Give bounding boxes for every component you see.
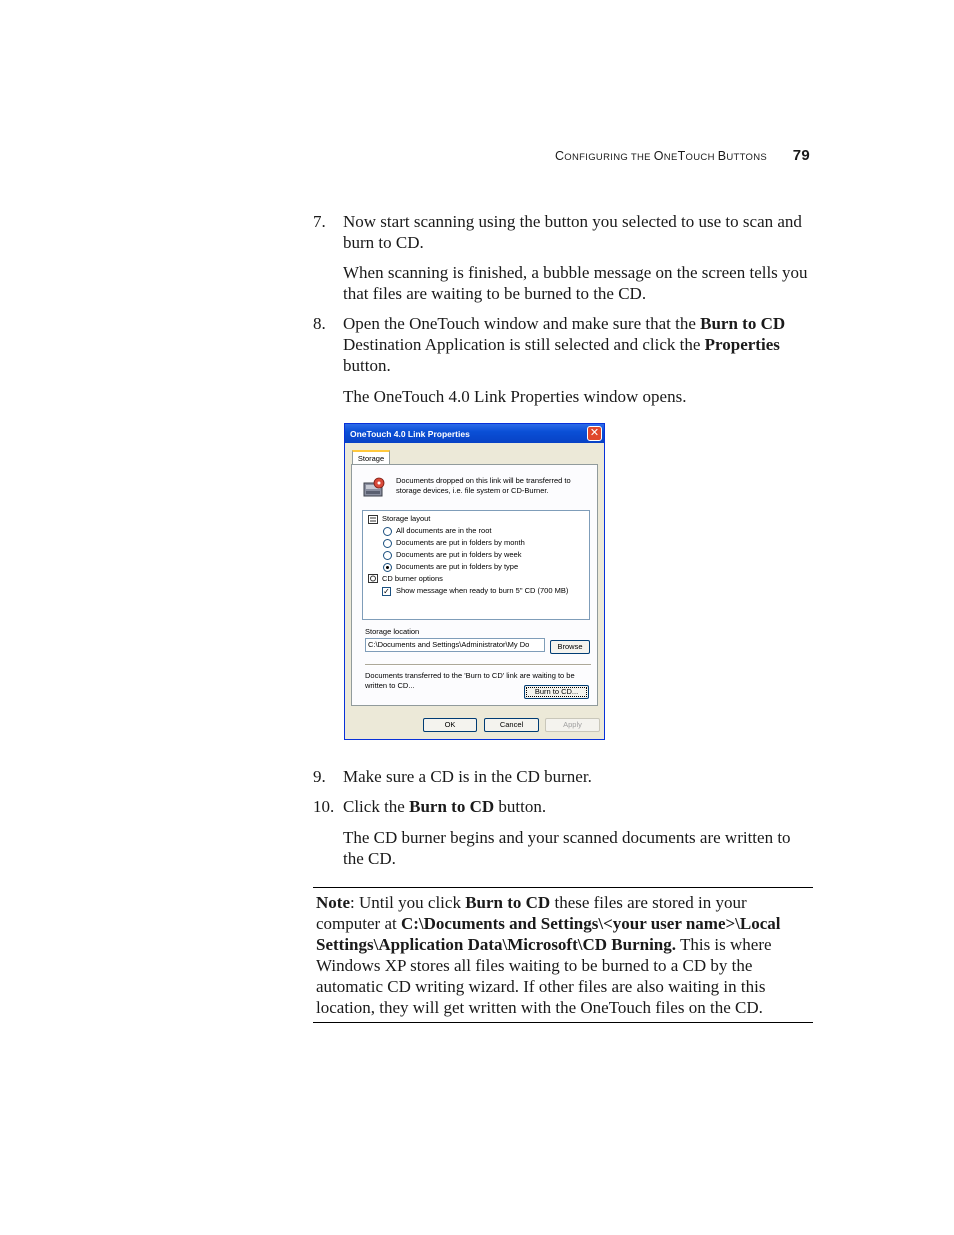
close-button[interactable]: ✕: [587, 426, 602, 441]
dialog-title: OneTouch 4.0 Link Properties: [350, 429, 470, 439]
step-7: [313, 211, 813, 253]
waiting-message: Documents transferred to the 'Burn to CD' link are waiting to be written to CD...: [365, 671, 575, 690]
paragraph-scan-finished: When scanning is finished, a bubble message on the screen tells you that files are waiting to be burned to the CD.: [343, 263, 808, 303]
radio-root[interactable]: [383, 527, 392, 536]
step-9: [313, 766, 813, 787]
text-run: these files are stored in your computer at: [316, 893, 747, 933]
storage-layout-icon: [368, 515, 378, 524]
bold-cd-burning-path: C:\Documents and Settings\<your user name>\Local Settings\Application Data\Microsoft\CD Burning.: [316, 914, 781, 954]
burn-to-cd-button[interactable]: Burn to CD...: [524, 685, 589, 699]
step-8: [313, 313, 813, 376]
storage-layout-label: Storage layout: [382, 514, 431, 523]
step-text: [343, 796, 809, 817]
show-message-checkbox[interactable]: ✓: [383, 587, 390, 596]
text-run: Open the OneTouch window and make sure that the: [343, 314, 701, 333]
step-number: 8.: [313, 314, 326, 333]
link-description: Documents dropped on this link will be transferred to storage devices, i.e. file system or CD-Burner.: [396, 476, 571, 495]
text-run: This is where Windows XP stores all files waiting to be burned to a CD by the automatic CD writing wizard. If other files are also waiting in this location, they will get written with the OneTouch files on the CD.: [316, 935, 772, 1017]
note-box: [313, 887, 813, 1023]
bold-burn-to-cd: Burn to CD: [465, 893, 551, 912]
paragraph-burner-begins: The CD burner begins and your scanned documents are written to the CD.: [343, 828, 791, 868]
title-bar[interactable]: [345, 424, 604, 443]
text-run: Click the: [343, 797, 410, 816]
step-text: [343, 313, 809, 376]
cd-burner-options-label: CD burner options: [382, 574, 443, 583]
cancel-button[interactable]: Cancel: [484, 718, 539, 732]
ok-button[interactable]: OK: [423, 718, 477, 732]
page-number: 79: [792, 147, 810, 164]
note-label: Note: [316, 893, 350, 912]
storage-tab-panel: [351, 464, 598, 706]
text-run: button.: [343, 356, 391, 375]
cd-drive-icon: [362, 477, 386, 499]
option-label: Documents are put in folders by month: [396, 538, 525, 547]
option-label: All documents are in the root: [396, 526, 492, 535]
step-number: 7.: [313, 212, 326, 231]
cd-burner-options-icon: [368, 574, 378, 583]
text-run: : Until you click: [349, 893, 466, 912]
show-message-label: Show message when ready to burn 5" CD (700 MB): [396, 586, 569, 595]
bold-burn-to-cd: Burn to CD: [409, 797, 495, 816]
step-number: 9.: [313, 767, 326, 786]
bold-properties: Properties: [704, 335, 780, 354]
running-head: [500, 147, 810, 164]
step-10: [313, 796, 813, 817]
storage-location-label: Storage location: [365, 627, 420, 636]
running-head-title: CONFIGURING THE ONETOUCH BUTTONS: [554, 149, 768, 163]
options-tree: [362, 510, 590, 620]
radio-type[interactable]: [383, 563, 392, 572]
browse-button[interactable]: Browse: [550, 640, 590, 654]
step-text: Make sure a CD is in the CD burner.: [343, 767, 592, 786]
link-properties-dialog: [344, 423, 605, 740]
radio-week[interactable]: [383, 551, 392, 560]
text-run: Destination Application is still selected and click the: [343, 335, 705, 354]
text-run: button.: [494, 797, 547, 816]
storage-location-field[interactable]: C:\Documents and Settings\Administrator\My Do: [365, 638, 545, 652]
bold-burn-to-cd: Burn to CD: [700, 314, 786, 333]
option-label: Documents are put in folders by week: [396, 550, 522, 559]
tab-storage[interactable]: Storage: [352, 450, 390, 464]
paragraph-window-opens: The OneTouch 4.0 Link Properties window opens.: [343, 387, 687, 406]
note-text: [316, 892, 810, 1018]
apply-button[interactable]: Apply: [545, 718, 600, 732]
separator: [365, 664, 591, 666]
radio-month[interactable]: [383, 539, 392, 548]
step-number: 10.: [313, 797, 335, 816]
step-text: Now start scanning using the button you selected to use to scan and burn to CD.: [343, 212, 802, 252]
option-label: Documents are put in folders by type: [396, 562, 519, 571]
